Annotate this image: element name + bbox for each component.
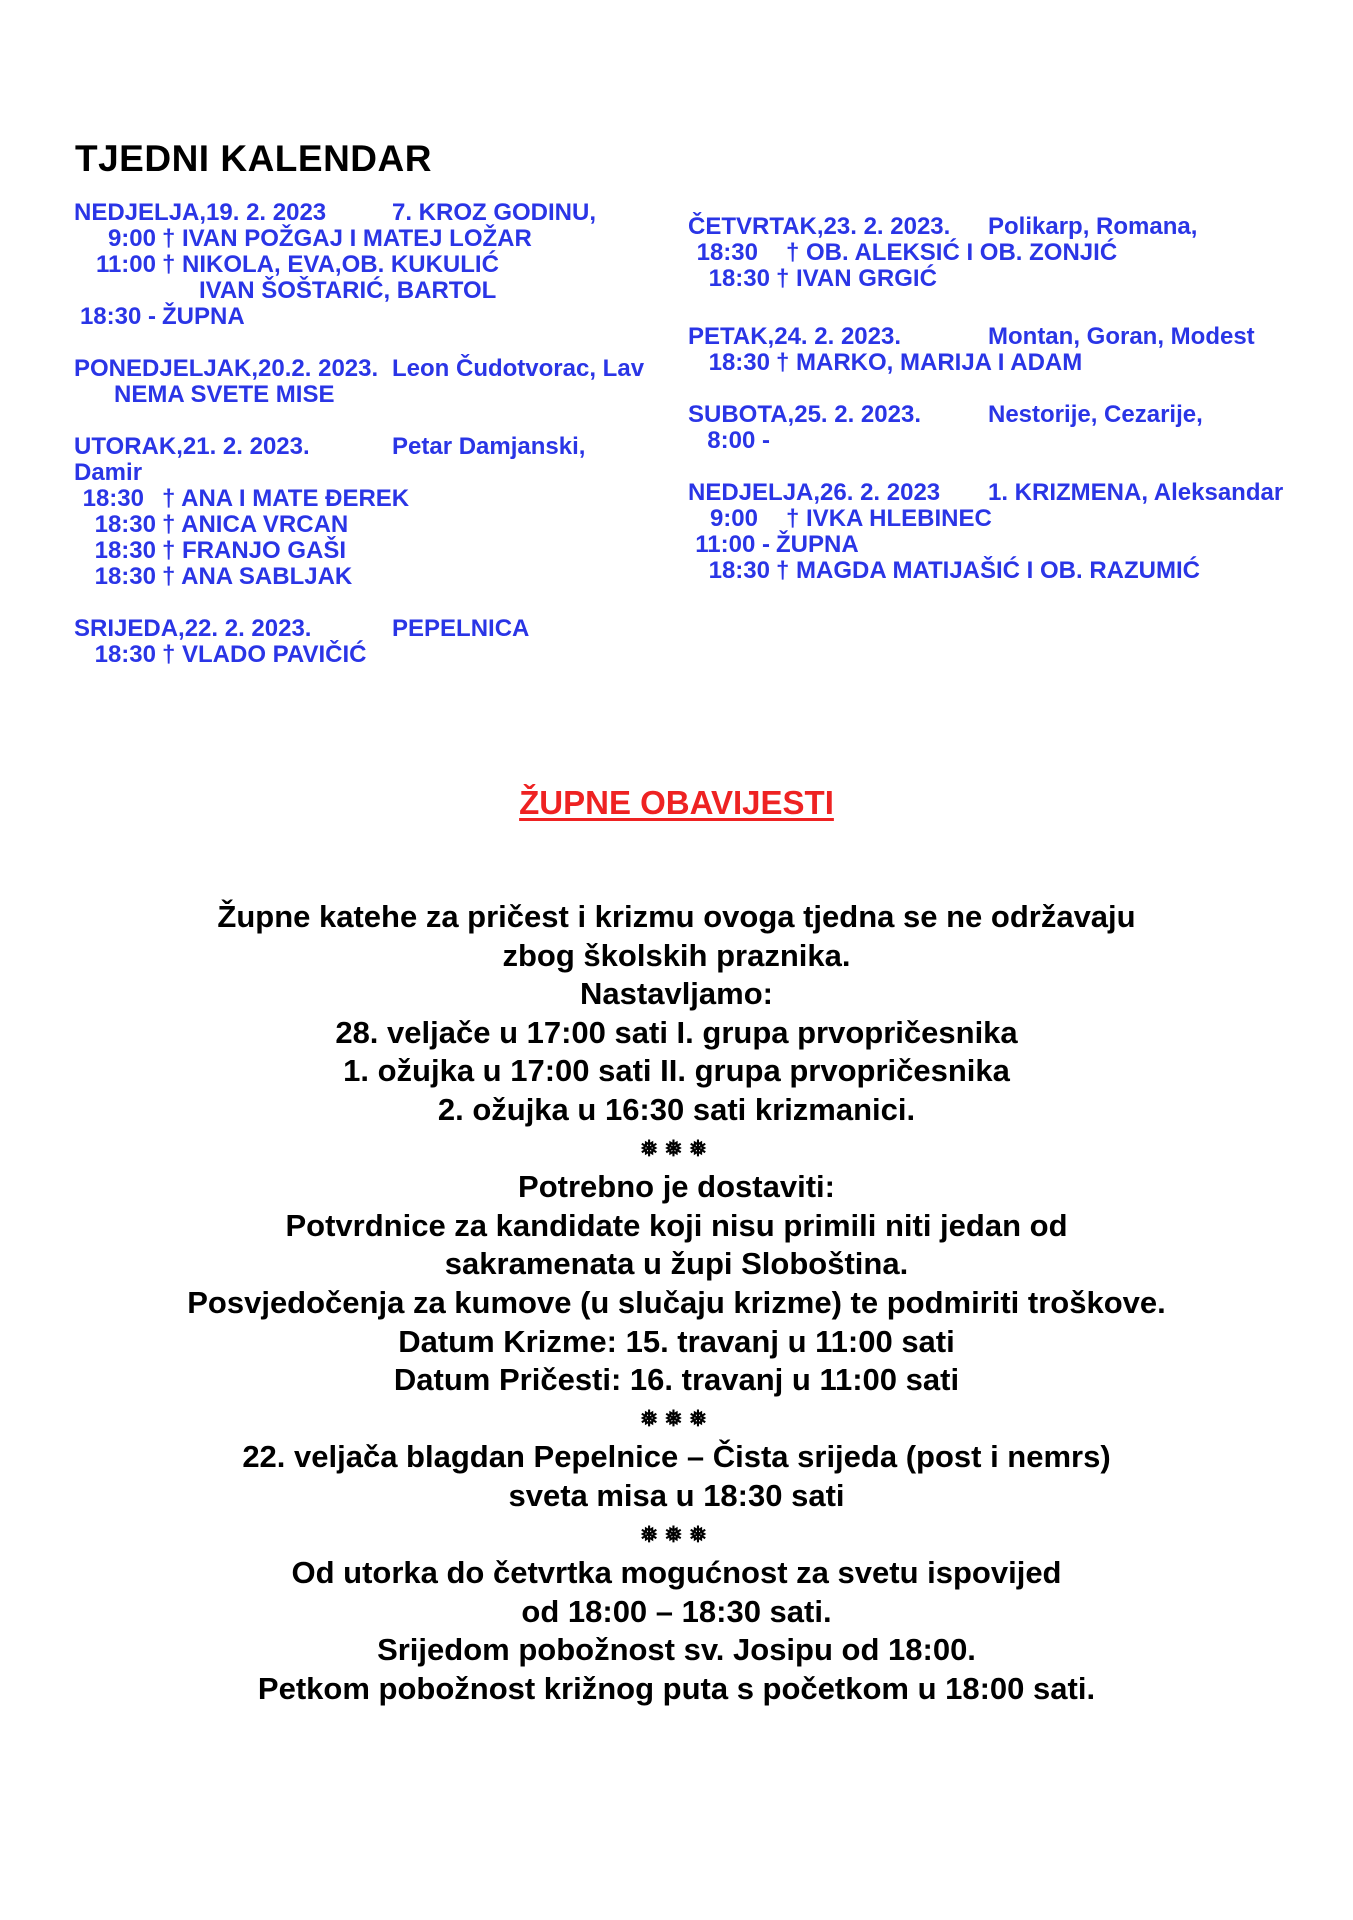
mass-intention: † IVKA HLEBINEC <box>786 505 992 532</box>
notices-title: ŽUPNE OBAVIJESTI <box>519 784 834 821</box>
mass-intention: † ANA I MATE ĐEREK <box>162 485 410 512</box>
mass-entry <box>688 350 1328 376</box>
mass-time: 18:30 <box>708 349 770 376</box>
mass-intention: † MARKO, MARIJA I ADAM <box>776 349 1083 376</box>
notice-line: 1. ožujka u 17:00 sati II. grupa prvopričesnika <box>343 1053 1010 1089</box>
notice-line: Srijedom pobožnost sv. Josipu od 18:00. <box>377 1632 976 1668</box>
notice-line: Potrebno je dostaviti: <box>518 1169 835 1205</box>
mass-entry <box>688 506 1328 532</box>
mass-intention: † VLADO PAVIČIĆ <box>162 641 367 668</box>
notice-line: od 18:00 – 18:30 sati. <box>521 1593 832 1629</box>
notice-line: Župne katehe za pričest i krizmu ovoga tjedna se ne održavaju <box>217 899 1136 934</box>
mass-time: 18:30 <box>94 563 156 590</box>
notice-line: zbog školskih praznika. <box>502 937 851 973</box>
day-header <box>688 324 1328 350</box>
mass-time: 8:00 - <box>707 427 770 454</box>
notice-line: Posvjedočenja za kumove (u slučaju krizme) te podmiriti troškove. <box>187 1284 1166 1320</box>
notice-line: Od utorka do četvrtka mogućnost za svetu ispovijed <box>291 1555 1062 1591</box>
day-header <box>74 616 674 642</box>
snowflake-separator-icon: ❅❅❅ <box>639 1135 714 1161</box>
day-saint: Nestorije, Cezarije, <box>988 401 1203 428</box>
calendar-day <box>74 616 674 668</box>
day-saint: Montan, Goran, Modest <box>988 323 1255 350</box>
mass-intention: † MAGDA MATIJAŠIĆ I OB. RAZUMIĆ <box>776 557 1200 584</box>
calendar-day <box>688 214 1328 292</box>
mass-intention: † ANICA VRCAN <box>162 511 349 538</box>
day-note: NEMA SVETE MISE <box>114 381 335 408</box>
snowflake-separator-icon: ❅❅❅ <box>639 1521 714 1547</box>
calendar-day <box>74 200 674 330</box>
mass-entry <box>74 538 674 564</box>
mass-entry-continued <box>74 278 674 304</box>
mass-entry <box>688 428 1328 454</box>
day-date: PONEDJELJAK,20.2. 2023. <box>74 355 379 382</box>
day-header <box>74 200 674 226</box>
calendar-day <box>688 480 1328 584</box>
notice-line: 2. ožujka u 16:30 sati krizmanici. <box>437 1091 916 1127</box>
day-header <box>688 480 1328 506</box>
mass-entry <box>74 252 674 278</box>
day-header <box>74 434 674 460</box>
mass-time: 9:00 <box>107 225 156 252</box>
mass-time: 18:30 <box>82 485 144 512</box>
mass-intention: † NIKOLA, EVA,OB. KUKULIĆ <box>162 251 499 278</box>
mass-intention: ŽUPNA <box>162 303 245 330</box>
notice-line: Potvrdnice za kandidate koji nisu primili niti jedan od <box>285 1207 1068 1243</box>
day-date: SUBOTA,25. 2. 2023. <box>688 401 921 428</box>
notices-body <box>0 898 1353 1708</box>
calendar-left-column <box>74 200 674 694</box>
day-saint: 7. KROZ GODINU, <box>392 199 597 226</box>
day-date: NEDJELJA,19. 2. 2023 <box>74 199 327 226</box>
mass-intention: † FRANJO GAŠI <box>162 537 347 564</box>
snowflake-separator-icon: ❅❅❅ <box>639 1405 714 1431</box>
day-date: NEDJELJA,26. 2. 2023 <box>688 479 941 506</box>
day-header <box>74 356 674 382</box>
mass-entry <box>688 240 1328 266</box>
notice-line: 22. veljača blagdan Pepelnice – Čista srijeda (post i nemrs) <box>242 1439 1111 1475</box>
calendar-right-column <box>688 214 1328 610</box>
day-saint-continued: Damir <box>74 459 143 486</box>
mass-time: 9:00 <box>709 505 758 532</box>
mass-entry <box>74 226 674 252</box>
mass-time: 18:30 <box>708 265 770 292</box>
mass-entry <box>74 642 674 668</box>
mass-entry <box>688 558 1328 584</box>
notice-line: Datum Pričesti: 16. travanj u 11:00 sati <box>393 1362 960 1398</box>
mass-entry <box>74 512 674 538</box>
mass-entry <box>688 532 1328 558</box>
mass-intention: † IVAN POŽGAJ I MATEJ LOŽAR <box>162 225 532 252</box>
mass-time: 18:30 - <box>79 303 156 330</box>
mass-intention: † ANA SABLJAK <box>162 563 353 590</box>
day-date: ČETVRTAK,23. 2. 2023. <box>688 213 951 240</box>
calendar-day <box>688 402 1328 454</box>
mass-time: 18:30 <box>708 557 770 584</box>
calendar-day <box>74 356 674 408</box>
mass-intention: † IVAN GRGIĆ <box>776 265 937 292</box>
day-header <box>688 402 1328 428</box>
mass-time: 18:30 <box>94 641 156 668</box>
notice-line: Nastavljamo: <box>580 976 773 1012</box>
day-saint: Polikarp, Romana, <box>988 213 1198 240</box>
notice-line: 28. veljače u 17:00 sati I. grupa prvopričesnika <box>335 1014 1018 1050</box>
mass-intention: IVAN ŠOŠTARIĆ, BARTOL <box>199 277 497 304</box>
notice-line: Datum Krizme: 15. travanj u 11:00 sati <box>398 1323 955 1359</box>
day-date: PETAK,24. 2. 2023. <box>688 323 901 350</box>
notice-line: sveta misa u 18:30 sati <box>508 1477 845 1513</box>
notice-line: sakramenata u župi Sloboština. <box>444 1246 909 1282</box>
calendar-title: TJEDNI KALENDAR <box>75 138 432 179</box>
mass-time: 18:30 <box>696 239 758 266</box>
notice-line: Petkom pobožnost križnog puta s početkom u 18:00 sati. <box>257 1670 1096 1706</box>
day-date: SRIJEDA,22. 2. 2023. <box>74 615 312 642</box>
mass-intention: ŽUPNA <box>776 531 859 558</box>
mass-time: 11:00 <box>95 251 156 278</box>
mass-entry <box>688 266 1328 292</box>
calendar-day <box>688 324 1328 376</box>
day-saint: Petar Damjanski, <box>392 433 586 460</box>
day-saint: 1. KRIZMENA, Aleksandar <box>988 479 1284 506</box>
mass-time: 18:30 <box>94 537 156 564</box>
mass-intention: † OB. ALEKSIĆ I OB. ZONJIĆ <box>786 239 1118 266</box>
mass-entry <box>74 564 674 590</box>
day-saint: Leon Čudotvorac, Lav <box>392 355 645 382</box>
mass-entry <box>74 486 674 512</box>
day-date: UTORAK,21. 2. 2023. <box>74 433 310 460</box>
day-saint: PEPELNICA <box>392 615 530 642</box>
mass-entry <box>74 304 674 330</box>
calendar-day <box>74 434 674 590</box>
day-header <box>688 214 1328 240</box>
mass-time: 18:30 <box>94 511 156 538</box>
mass-time: 11:00 - <box>695 531 770 558</box>
